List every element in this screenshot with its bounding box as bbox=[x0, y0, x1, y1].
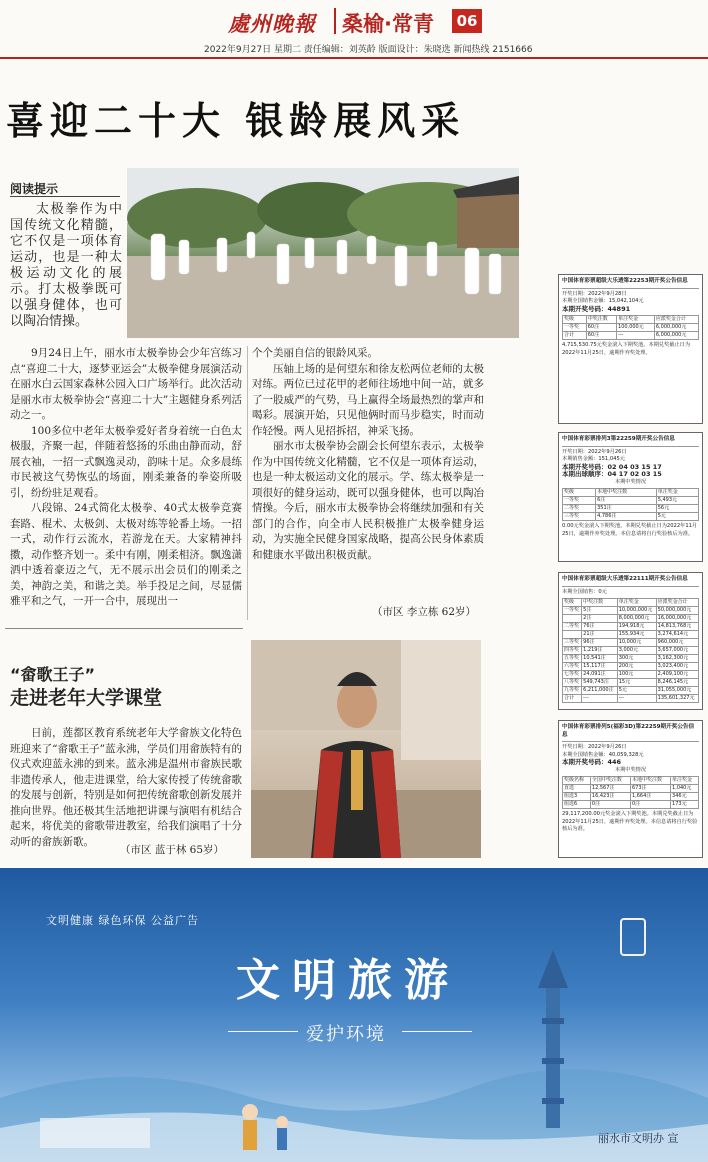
table-cell: 21注 bbox=[582, 631, 618, 639]
table-header: 奖级 bbox=[563, 599, 582, 607]
table-cell: 4,786注 bbox=[596, 513, 657, 521]
masthead-rule bbox=[0, 57, 708, 59]
lottery-box-2 bbox=[558, 432, 703, 562]
table-cell: 173元 bbox=[671, 801, 699, 809]
table-row bbox=[563, 695, 699, 703]
table-cell: 七等奖 bbox=[563, 671, 582, 679]
lottery-title: 中国体育彩票排列5(福彩3D)第22259期开奖公告信息 bbox=[562, 724, 699, 742]
table-cell: 960,000元 bbox=[656, 639, 698, 647]
table-row bbox=[563, 671, 699, 679]
table-cell: 1,664注 bbox=[630, 793, 670, 801]
table-header: 应派奖金合计 bbox=[654, 316, 698, 324]
table-cell: 16,000,000元 bbox=[656, 615, 698, 623]
table-cell: 组选3 bbox=[563, 793, 591, 801]
lottery-sales: 本期全国销售：0元 bbox=[562, 588, 607, 595]
taiji-article-col1 bbox=[10, 346, 242, 610]
section-divider bbox=[5, 628, 243, 629]
table-cell: 10,000,000元 bbox=[617, 607, 656, 615]
table-cell: 60注 bbox=[586, 324, 616, 332]
table-cell: 6,000,000元 bbox=[654, 332, 698, 340]
table-row bbox=[563, 639, 699, 647]
table-cell: 九等奖 bbox=[563, 687, 582, 695]
issue-meta: 2022年9月27日 星期二 责任编辑：刘英龄 版面设计：朱晓选 新闻热线 2151666 bbox=[204, 45, 533, 55]
article2-byline: （市区 蓝于林 65岁） bbox=[120, 844, 225, 856]
lottery-date: 开奖日期：2022年9月26日 bbox=[562, 448, 627, 455]
table-row bbox=[563, 655, 699, 663]
table-row bbox=[563, 332, 699, 340]
table-header: 单注奖金 bbox=[671, 777, 699, 785]
table-cell: 135,601,327元 bbox=[656, 695, 698, 703]
table-cell: --- bbox=[582, 695, 618, 703]
table-row bbox=[563, 679, 699, 687]
article2-body bbox=[10, 726, 242, 850]
paragraph: 个个美丽自信的银龄风采。 bbox=[252, 347, 378, 359]
lottery-title: 中国体育彩票超级大乐透第22253期开奖公告信息 bbox=[562, 278, 699, 289]
table-cell: 2,409,100元 bbox=[656, 671, 698, 679]
table-row bbox=[563, 615, 699, 623]
table-cell: 合计 bbox=[563, 695, 582, 703]
table-cell: 五等奖 bbox=[563, 655, 582, 663]
ad-rule-right bbox=[402, 1031, 472, 1032]
table-cell: 300元 bbox=[617, 655, 656, 663]
table-row bbox=[563, 623, 699, 631]
table-cell: 346元 bbox=[671, 793, 699, 801]
table-cell: 5,493元 bbox=[656, 497, 698, 505]
masthead-divider bbox=[334, 8, 336, 34]
table-cell: 0注 bbox=[630, 801, 670, 809]
table-header: 本地中奖注数 bbox=[630, 777, 670, 785]
paragraph: 丽水市太极拳协会副会长何望东表示，太极拳作为中国传统文化精髓，它不仅是一项体育运动，也是一种太极运动文化的展示。学、练太极拳是一项很好的健身运动，既可以强身健体，也可以陶冶情操。今后，丽水市太极拳协会将继续加强和有关部门的合作，向全市人民积极推广太极拳健身运动，为实施全民健身国家战略，提高公民身体素质和健康水平做出积极贡献。 bbox=[252, 440, 484, 561]
table-header: 应派奖金合计 bbox=[656, 599, 698, 607]
page-number-badge: 06 bbox=[452, 9, 482, 33]
table-cell: 8,000,000元 bbox=[617, 615, 656, 623]
table-row bbox=[563, 687, 699, 695]
table-row bbox=[563, 647, 699, 655]
paragraph: 100多位中老年太极拳爱好者身着统一白色太极服，齐聚一起，伴随着悠扬的乐曲由静而动，舒展衣袖，一招一式飘逸灵动，韵味十足。众多晨练市民被这气势恢弘的场面，刚柔兼备的拳姿所吸引，纷纷驻足观看。 bbox=[10, 424, 242, 499]
table-cell: 96注 bbox=[582, 639, 618, 647]
table-cell: --- bbox=[617, 695, 656, 703]
table-cell: 549,743注 bbox=[582, 679, 618, 687]
table-row bbox=[563, 785, 699, 793]
ad-sponsor: 丽水市文明办 宣 bbox=[598, 1132, 679, 1145]
lottery-date: 开奖日期：2022年9月28日 bbox=[562, 290, 627, 297]
lottery-section: 本期中奖情况 bbox=[614, 766, 647, 773]
lottery-sales: 本期全国销售金额：15,042,104元 bbox=[562, 298, 644, 304]
table-cell: 673注 bbox=[630, 785, 670, 793]
table-cell: 100,000元 bbox=[617, 324, 655, 332]
lottery-footer: 4,715,530.75元奖金滚入下期奖池。本期兑奖截止日为2022年11月25日，逾期作弃奖处理。 bbox=[562, 342, 691, 356]
table-header: 奖级 bbox=[563, 489, 596, 497]
table-cell: 5元 bbox=[656, 513, 698, 521]
table-cell: 一等奖 bbox=[563, 497, 596, 505]
lottery-table bbox=[562, 488, 699, 521]
table-cell bbox=[563, 631, 582, 639]
table-header: 全国中奖注数 bbox=[590, 777, 630, 785]
table-cell: 8,246,145元 bbox=[656, 679, 698, 687]
seal-icon bbox=[620, 918, 646, 956]
ad-title: 文明旅游 bbox=[236, 955, 460, 1006]
taiji-article-byline: （市区 李立栋 62岁） bbox=[372, 606, 477, 618]
table-row bbox=[563, 801, 699, 809]
public-service-ad bbox=[0, 868, 708, 1162]
table-cell: 31,055,000元 bbox=[656, 687, 698, 695]
table-cell: 10,541注 bbox=[582, 655, 618, 663]
table-cell: 二等奖 bbox=[563, 505, 596, 513]
table-row bbox=[563, 497, 699, 505]
table-cell: 194,918元 bbox=[617, 623, 656, 631]
table-header: 单注奖金 bbox=[656, 489, 698, 497]
table-cell: 60注 bbox=[586, 332, 616, 340]
taiji-performance-photo bbox=[127, 168, 519, 338]
singer-photo bbox=[251, 640, 481, 858]
table-row bbox=[563, 513, 699, 521]
table-cell: 3,274,614元 bbox=[656, 631, 698, 639]
table-cell: 2注 bbox=[582, 615, 618, 623]
table-row bbox=[563, 607, 699, 615]
table-row bbox=[563, 324, 699, 332]
lottery-sales: 本期全国销售金额：40,059,328元 bbox=[562, 751, 644, 758]
table-cell: 合计 bbox=[563, 332, 587, 340]
lottery-section: 本期中奖情况 bbox=[614, 478, 647, 485]
table-cell: 3,162,300元 bbox=[656, 655, 698, 663]
taiji-photo-illustration bbox=[127, 168, 519, 338]
lottery-numbers: 本期开奖号码：446 bbox=[562, 758, 622, 766]
table-cell: 组选6 bbox=[563, 801, 591, 809]
lottery-box-4 bbox=[558, 720, 703, 858]
table-cell: 10,000元 bbox=[617, 639, 656, 647]
lottery-numbers: 本期开奖号码：02 04 03 15 17 bbox=[562, 462, 662, 471]
table-cell: 6,000,000元 bbox=[654, 324, 698, 332]
table-cell: 直选 bbox=[563, 785, 591, 793]
table-row bbox=[563, 505, 699, 513]
table-cell: 15元 bbox=[617, 679, 656, 687]
table-row bbox=[563, 631, 699, 639]
lottery-draw-order: 本期出球顺序：04 17 02 03 15 bbox=[562, 470, 662, 478]
table-cell: 5元 bbox=[617, 687, 656, 695]
table-cell: 100元 bbox=[617, 671, 656, 679]
table-header: 奖级名称 bbox=[563, 777, 591, 785]
ad-tagline: 文明健康 绿色环保 公益广告 bbox=[46, 914, 199, 927]
table-cell: 一等奖 bbox=[563, 607, 582, 615]
reading-tip-rule bbox=[10, 196, 120, 197]
table-cell: 5注 bbox=[582, 607, 618, 615]
table-cell: 15,117注 bbox=[582, 663, 618, 671]
column-rule bbox=[247, 346, 248, 620]
ad-subtitle: 爱护环境 bbox=[306, 1024, 386, 1045]
table-header: 中奖注数 bbox=[586, 316, 616, 324]
lottery-box-1 bbox=[558, 274, 703, 424]
lottery-table bbox=[562, 315, 699, 340]
table-cell: 16,423注 bbox=[590, 793, 630, 801]
paragraph: 日前，莲都区教育系统老年大学畲族文化特色班迎来了“畲歌王子”蓝永沸，学员们用畲族特有的仪式欢迎蓝永沸的到来。蓝永沸是温州市畲族民歌非遗传承人，他走进课堂，给大家传授了传统畲歌的发展与创新，特别是如何把传统畲歌创新发展并推向世界。他还极其生活地把讲课与演唱有机结合起来，将优美的畲歌带进教室，给我们演唱了十分动听的畲族新歌。 bbox=[10, 727, 242, 848]
table-cell: 3,000元 bbox=[617, 647, 656, 655]
paragraph: 八段锦、24式简化太极拳、40式太极拳竞赛套路、棍术、太极剑、太极对练等轮番上场。一招一式，动作行云流水，若游龙在天。大家精神抖擞，动作整齐划一。柔中有刚，刚柔相济。飘逸潇洒中透着豪迈之气，无不展示出会员们的刚柔之美，神韵之美，和谐之美。举手投足之间，尽显儒雅平和之气，一开一合中，展现出一 bbox=[10, 502, 242, 607]
article2-title-line2: 走进老年大学课堂 bbox=[10, 687, 163, 709]
table-cell: 76注 bbox=[582, 623, 618, 631]
table-header: 本地中奖注数 bbox=[596, 489, 657, 497]
table-row bbox=[563, 793, 699, 801]
table-cell: 一等奖 bbox=[563, 324, 587, 332]
table-header: 单注奖金 bbox=[617, 599, 656, 607]
table-cell: 1,219注 bbox=[582, 647, 618, 655]
table-cell: 三等奖 bbox=[563, 513, 596, 521]
table-cell: 50,000,000元 bbox=[656, 607, 698, 615]
table-cell: 0注 bbox=[590, 801, 630, 809]
lottery-footer: 0.00元奖金滚入下期奖池。本期兑奖截止日为2022年11月25日，逾期作弃奖处理。本信息请将自行奖验核后为准。 bbox=[562, 523, 698, 537]
masthead bbox=[0, 0, 708, 60]
table-cell: 155,934元 bbox=[617, 631, 656, 639]
table-cell: 6注 bbox=[596, 497, 657, 505]
paragraph: 压轴上场的是何望东和徐友松两位老师的太极对练。两位已过花甲的老师往场地中间一站，就多了一股威严的气势，马上赢得全场最热烈的掌声和喝彩。展演开始，只见他俩时而马步稳实，时而动作轻慢。两人见招拆招，神采飞扬。 bbox=[252, 362, 484, 437]
table-cell: 3,657,000元 bbox=[656, 647, 698, 655]
table-cell: --- bbox=[617, 332, 655, 340]
table-cell: 二等奖 bbox=[563, 623, 582, 631]
singer-photo-illustration bbox=[251, 640, 481, 858]
taiji-article-col2 bbox=[252, 346, 484, 563]
lottery-date: 开奖日期：2022年9月26日 bbox=[562, 744, 627, 750]
ad-rule-left bbox=[228, 1031, 298, 1032]
table-cell: 1,040元 bbox=[671, 785, 699, 793]
reading-tip-tag: 阅读提示 bbox=[10, 182, 59, 196]
lottery-sales: 本期销售金额：151,045元 bbox=[562, 456, 625, 462]
lottery-table bbox=[562, 776, 699, 809]
article2-title-line1: “畲歌王子” bbox=[10, 665, 96, 684]
lottery-title: 中国体育彩票超级大乐透第22111期开奖公告信息 bbox=[562, 576, 699, 587]
table-header: 奖级 bbox=[563, 316, 587, 324]
table-cell: 14,813,768元 bbox=[656, 623, 698, 631]
lottery-table bbox=[562, 598, 699, 703]
reading-tip-text: 太极拳作为中国传统文化精髓，它不仅是一项体育运动，也是一种太极运动文化的展示。打太极拳既可以强身健体，也可以陶冶情操。 bbox=[10, 202, 122, 329]
paragraph: 9月24日上午，丽水市太极拳协会少年宫练习点“喜迎二十大，逐梦亚运会”太极拳健身展演活动在丽水白云国家森林公园入口广场举行。此次活动是丽水市太极拳协会“喜迎二十大”主题健身系列活动之一。 bbox=[10, 347, 242, 421]
table-cell: 3,023,400元 bbox=[656, 663, 698, 671]
table-header: 单注奖金 bbox=[617, 316, 655, 324]
lottery-title: 中国体育彩票排列3第22259期开奖公告信息 bbox=[562, 436, 699, 447]
lottery-box-3 bbox=[558, 572, 703, 710]
table-cell: 六等奖 bbox=[563, 663, 582, 671]
table-cell: 24,091注 bbox=[582, 671, 618, 679]
table-cell: 200元 bbox=[617, 663, 656, 671]
table-cell: 6,211,000注 bbox=[582, 687, 618, 695]
lottery-numbers: 本期开奖号码：44891 bbox=[562, 304, 631, 313]
table-cell: 四等奖 bbox=[563, 647, 582, 655]
table-cell: 12,567注 bbox=[590, 785, 630, 793]
newspaper-logo: 處州晚報 bbox=[228, 11, 316, 36]
table-cell: 56元 bbox=[656, 505, 698, 513]
page-headline: 喜迎二十大 银龄展风采 bbox=[6, 98, 466, 143]
lottery-footer: 29,117,200.00元奖金滚入下期奖池。本期兑奖截止日为2022年11月25日，逾期作弃奖处理。本信息请将自行奖验核后为准。 bbox=[562, 811, 698, 832]
table-cell: 351注 bbox=[596, 505, 657, 513]
table-cell bbox=[563, 615, 582, 623]
table-cell: 八等奖 bbox=[563, 679, 582, 687]
section-name: 桑榆·常青 bbox=[342, 12, 434, 36]
table-row bbox=[563, 663, 699, 671]
table-header: 中奖注数 bbox=[582, 599, 618, 607]
table-cell: 三等奖 bbox=[563, 639, 582, 647]
